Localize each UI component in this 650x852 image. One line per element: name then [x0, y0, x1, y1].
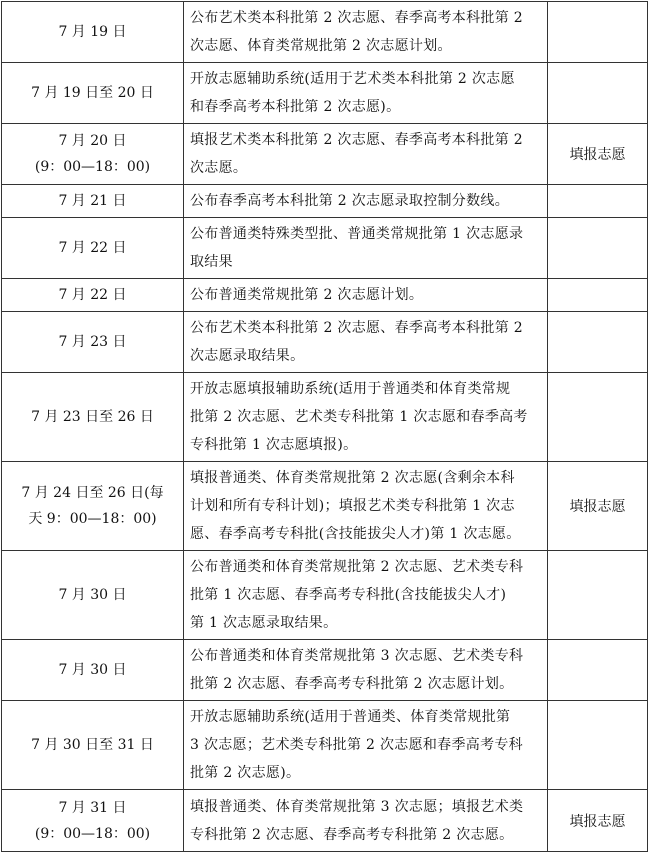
table-row — [2, 790, 648, 852]
note-cell — [548, 640, 648, 701]
table-row — [2, 701, 648, 790]
table-row — [2, 312, 648, 373]
table-row — [2, 551, 648, 640]
note-cell: 填报志愿 — [548, 124, 648, 185]
event-line: 批第 2 次志愿、春季高考专科批第 2 次志愿计划。 — [190, 676, 514, 692]
date-cell — [2, 373, 184, 462]
event-cell — [184, 185, 548, 218]
event-line: 开放志愿辅助系统(适用于普通类、体育类常规批第 — [190, 709, 511, 725]
event-line: 和春季高考本科批第 2 次志愿)。 — [190, 99, 401, 115]
event-line: 批第 1 次志愿、春季高考专科批(含技能拔尖人才) — [190, 587, 507, 603]
date-line: 7 月 19 日 — [58, 24, 127, 40]
note-cell — [548, 373, 648, 462]
event-line: 批第 2 次志愿、艺术类专科批第 1 次志愿和春季高考 — [190, 409, 528, 425]
event-cell — [184, 551, 548, 640]
date-line: 7 月 31 日 — [58, 799, 127, 816]
date-line: 7 月 30 日至 31 日 — [31, 737, 154, 753]
event-line: 次志愿录取结果。 — [190, 348, 305, 364]
date-line: 7 月 22 日 — [58, 287, 127, 303]
event-line: 次志愿、体育类常规批第 2 次志愿计划。 — [190, 38, 452, 54]
note-cell — [548, 279, 648, 312]
event-line: 填报艺术类本科批第 2 次志愿、春季高考本科批第 2 — [190, 132, 523, 148]
event-cell — [184, 312, 548, 373]
note-cell — [548, 701, 648, 790]
event-line: 开放志愿辅助系统(适用于艺术类本科批第 2 次志愿 — [190, 71, 515, 87]
date-line: 7 月 23 日至 26 日 — [31, 409, 154, 425]
table-row — [2, 218, 648, 279]
event-line: 公布艺术类本科批第 2 次志愿、春季高考本科批第 2 — [190, 320, 523, 336]
event-line: 公布艺术类本科批第 2 次志愿、春季高考本科批第 2 — [190, 10, 523, 26]
date-line: (9：00—18：00) — [34, 825, 151, 842]
date-line: 天 9：00—18：00) — [28, 511, 157, 527]
date-line: 7 月 20 日 — [58, 133, 127, 149]
event-line: 取结果 — [190, 254, 233, 270]
date-cell — [2, 63, 184, 124]
event-cell — [184, 462, 548, 551]
date-cell — [2, 312, 184, 373]
event-cell — [184, 218, 548, 279]
note-cell — [548, 551, 648, 640]
date-line: 7 月 23 日 — [58, 334, 127, 350]
table-row — [2, 63, 648, 124]
date-line: 7 月 22 日 — [58, 240, 127, 256]
event-line: 公布普通类常规批第 2 次志愿计划。 — [190, 287, 424, 303]
date-line: 7 月 19 日至 20 日 — [31, 85, 154, 101]
table-row — [2, 185, 648, 218]
date-cell — [2, 2, 184, 63]
date-line: 7 月 30 日 — [58, 587, 127, 603]
note-cell — [548, 218, 648, 279]
table-row — [2, 640, 648, 701]
date-cell — [2, 185, 184, 218]
event-cell — [184, 2, 548, 63]
event-line: 批第 2 次志愿)。 — [190, 765, 301, 781]
date-cell — [2, 124, 184, 185]
table-row — [2, 2, 648, 63]
note-cell — [548, 185, 648, 218]
event-line: 愿、春季高考专科批(含技能拔尖人才)第 1 次志愿。 — [190, 526, 521, 542]
date-cell — [2, 551, 184, 640]
date-cell — [2, 701, 184, 790]
date-cell — [2, 790, 184, 852]
note-cell: 填报志愿 — [548, 790, 648, 852]
event-cell — [184, 640, 548, 701]
date-line: 7 月 30 日 — [58, 662, 127, 678]
date-line: 7 月 21 日 — [58, 193, 127, 209]
event-line: 填报普通类、体育类常规批第 2 次志愿(含剩余本科 — [190, 470, 515, 486]
event-line: 公布普通类特殊类型批、普通类常规批第 1 次志愿录 — [190, 226, 524, 242]
note-cell — [548, 2, 648, 63]
schedule-body — [2, 2, 648, 852]
event-cell — [184, 701, 548, 790]
table-row — [2, 373, 648, 462]
note-cell — [548, 63, 648, 124]
date-line: 7 月 24 日至 26 日(每 — [21, 485, 164, 501]
table-row — [2, 462, 648, 551]
event-line: 专科批第 2 次志愿、春季高考专科批第 2 次志愿。 — [190, 826, 514, 843]
event-line: 公布普通类和体育类常规批第 2 次志愿、艺术类专科 — [190, 559, 524, 575]
event-line: 次志愿。 — [190, 160, 248, 176]
event-cell — [184, 373, 548, 462]
event-cell — [184, 124, 548, 185]
event-line: 3 次志愿；艺术类专科批第 2 次志愿和春季高考专科 — [190, 737, 523, 753]
event-line: 第 1 次志愿录取结果。 — [190, 615, 338, 631]
event-cell — [184, 63, 548, 124]
date-cell — [2, 279, 184, 312]
event-line: 开放志愿填报辅助系统(适用于普通类和体育类常规 — [190, 381, 511, 397]
event-cell — [184, 279, 548, 312]
date-line: (9：00—18：00) — [34, 159, 151, 175]
event-line: 填报普通类、体育类常规批第 3 次志愿；填报艺术类 — [190, 798, 524, 815]
date-cell — [2, 218, 184, 279]
date-cell — [2, 462, 184, 551]
event-line: 公布春季高考本科批第 2 次志愿录取控制分数线。 — [190, 193, 510, 209]
table-row — [2, 124, 648, 185]
event-cell — [184, 790, 548, 852]
note-cell: 填报志愿 — [548, 462, 648, 551]
event-line: 公布普通类和体育类常规批第 3 次志愿、艺术类专科 — [190, 648, 524, 664]
date-cell — [2, 640, 184, 701]
event-line: 专科批第 1 次志愿填报)。 — [190, 437, 358, 453]
note-cell — [548, 312, 648, 373]
table-row — [2, 279, 648, 312]
event-line: 计划和所有专科计划)；填报艺术类专科批第 1 次志 — [190, 498, 515, 514]
admission-schedule-table — [1, 1, 648, 852]
